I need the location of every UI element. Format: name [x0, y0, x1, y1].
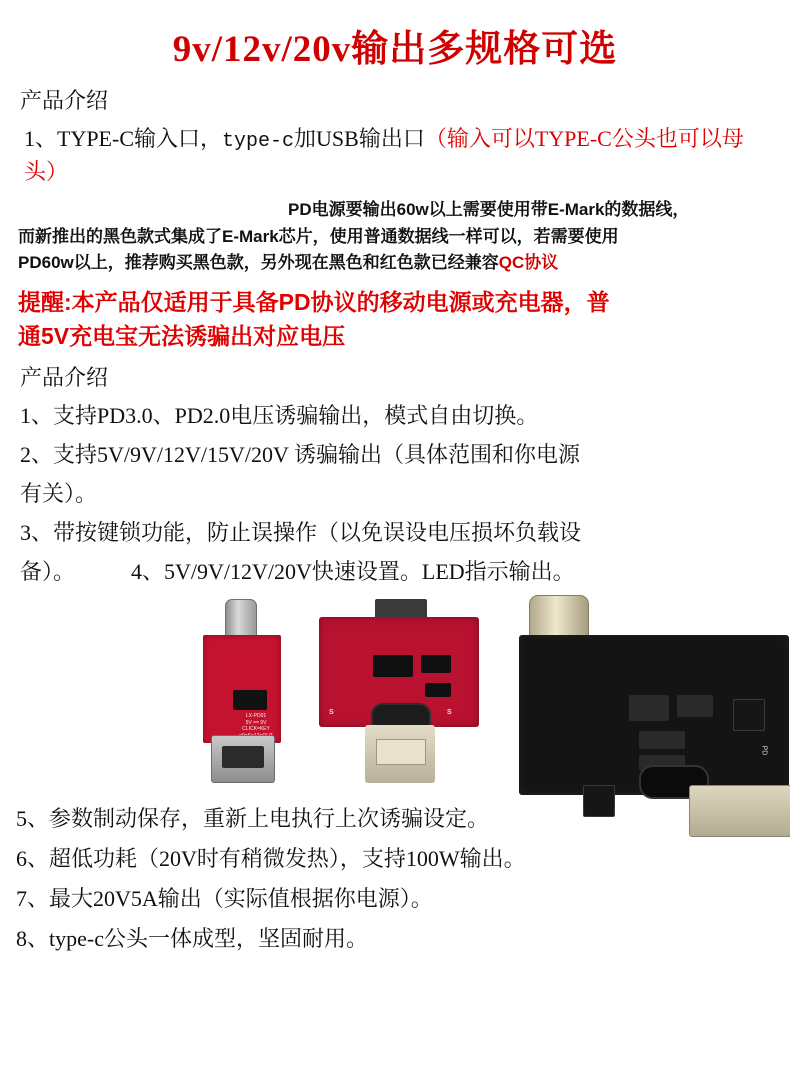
feature-item-voltages-cont: 有关）。 — [20, 481, 98, 507]
feature-item-power: 6、超低功耗（20V时有稍微发热），支持100W输出。 — [16, 845, 526, 871]
feature-item-max-output: 7、最大20V5A输出（实际值根据你电源）。 — [16, 885, 433, 911]
warning-notice — [18, 285, 772, 354]
silk-side-text: PD — [760, 745, 768, 756]
warning-line-1: 提醒:本产品仅适用于具备PD协议的移动电源或充电器，普 — [18, 288, 610, 315]
intro-heading-2: 产品介绍 — [20, 364, 109, 390]
feature-item-1-mono: type-c — [222, 129, 295, 153]
feature-item-keylock-cont-text: 备）。 — [20, 558, 76, 584]
component-pad — [639, 731, 685, 749]
emark-paragraph-line3: PD60w以上，推荐购买黑色款，另外现在黑色和红色款已经兼容 — [18, 253, 499, 273]
usb-a-port-icon — [365, 725, 435, 783]
feature-item-keylock: 3、带按键锁功能，防止误操作（以免误设电压损坏负载设 — [20, 520, 582, 546]
ic-chip-icon — [421, 655, 451, 673]
component-pad — [677, 695, 713, 717]
usb-a-port-icon — [211, 735, 275, 783]
silk-mark-left: S — [329, 708, 334, 716]
pcb-body — [203, 635, 281, 743]
feature-item-1-prefix: 1、TYPE-C输入口， — [24, 125, 223, 151]
pcb-body — [519, 635, 789, 795]
feature-item-1-note: （输入可以TYPE-C公头也可以母头） — [24, 125, 744, 184]
emark-paragraph-line2: 而新推出的黑色款式集成了E-Mark芯片，使用普通数据线一样可以，若需要使用 — [18, 226, 619, 246]
emark-paragraph — [18, 197, 772, 276]
feature-item-keylock-cont — [20, 556, 776, 588]
silk-mark-right: S — [447, 708, 452, 716]
product-photo-red-small — [189, 595, 299, 780]
usb-a-port-icon — [689, 785, 790, 837]
ic-chip-icon — [425, 683, 451, 697]
button-switch-icon — [583, 785, 615, 817]
feature-item-1 — [24, 123, 776, 188]
feature-item-pd30: 1、支持PD3.0、PD2.0电压诱骗输出，模式自由切换。 — [20, 403, 539, 429]
silkscreen-text: LX-PD01 5V == 9V CLICK=KEY — [242, 712, 270, 733]
product-description-page — [0, 30, 790, 1083]
header-pins-icon — [375, 599, 427, 619]
component-pad — [629, 695, 669, 721]
product-photo-red-wide — [319, 595, 484, 790]
chip-icon — [233, 690, 267, 710]
warning-line-2: 通5V充电宝无法诱骗出对应电压 — [18, 323, 346, 349]
page-title: 9v/12v/20v输出多规格可选 — [172, 29, 618, 70]
product-photo-black-board — [509, 595, 790, 795]
emark-paragraph-line1: PD电源要输出60w以上需要使用带E-Mark的数据线， — [288, 200, 690, 220]
product-photo-strip — [14, 595, 776, 795]
intro-heading-1: 产品介绍 — [20, 87, 109, 113]
emark-paragraph-qc: QC协议 — [498, 253, 559, 273]
feature-item-connector: 8、type-c公头一体成型，坚固耐用。 — [16, 925, 368, 951]
button-switch-icon — [733, 699, 765, 731]
feature-item-quickset: 4、5V/9V/12V/20V快速设置。LED指示输出。 — [131, 558, 575, 584]
feature-item-voltages: 2、支持5V/9V/12V/15V/20V 诱骗输出（具体范围和你电源 — [20, 442, 580, 468]
ic-chip-icon — [373, 655, 413, 677]
feature-item-1-mid: 加USB输出口 — [294, 125, 425, 151]
feature-item-save: 5、参数制动保存，重新上电执行上次诱骗设定。 — [16, 805, 490, 831]
bottom-feature-list — [14, 803, 776, 955]
pcb-body — [319, 617, 479, 727]
feature-list — [14, 400, 776, 587]
